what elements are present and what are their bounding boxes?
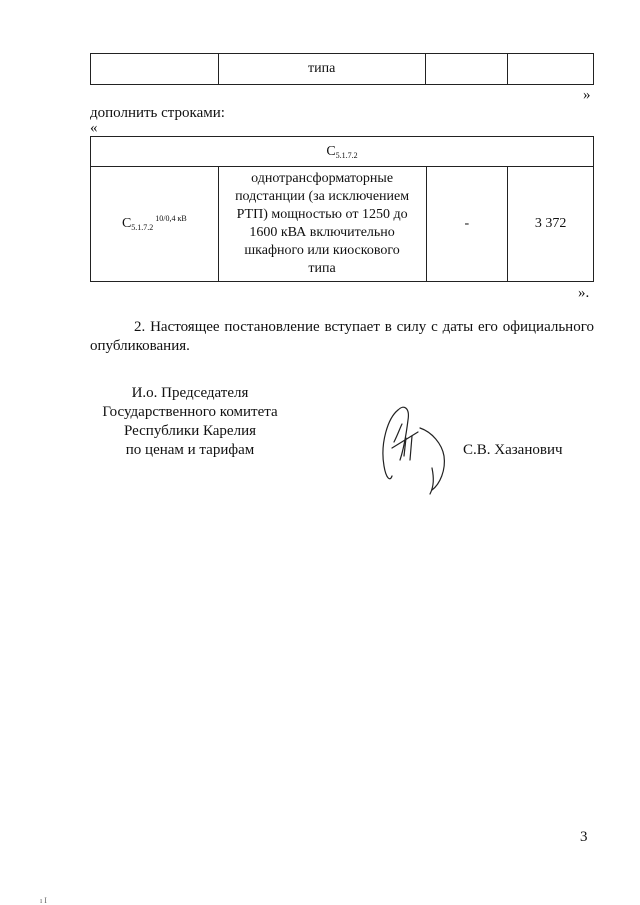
description-cell bbox=[218, 167, 426, 282]
table-cell: типа bbox=[218, 54, 425, 85]
signatory-name: С.В. Хазанович bbox=[463, 442, 563, 458]
footer-mark: ı I bbox=[40, 896, 47, 905]
title-line: Государственного комитета bbox=[102, 404, 278, 420]
main-table bbox=[90, 136, 594, 282]
description-line: РТП) мощностью от 1250 до bbox=[236, 207, 408, 222]
description-line: однотрансформаторные bbox=[251, 171, 394, 186]
paragraph-line: 2. Настоящее постановление вступает в силу с даты его официального bbox=[134, 319, 594, 335]
title-line: по ценам и тарифам bbox=[125, 442, 255, 458]
paragraph-2 bbox=[90, 318, 594, 356]
description-line: шкафного или киоскового bbox=[244, 243, 400, 258]
value-cell-2: 3 372 bbox=[508, 167, 594, 282]
description-line: 1600 кВА включительно bbox=[249, 225, 395, 240]
title-line: Республики Карелия bbox=[123, 423, 257, 439]
table-cell bbox=[91, 54, 219, 85]
description-line: типа bbox=[308, 261, 336, 276]
paragraph-line: опубликования. bbox=[90, 338, 190, 354]
value-cell-1: - bbox=[426, 167, 508, 282]
closing-quote-period: ». bbox=[578, 285, 590, 301]
header-code: С bbox=[326, 143, 336, 159]
row-code: С bbox=[121, 216, 132, 231]
table-cell bbox=[425, 54, 507, 85]
handwritten-signature bbox=[370, 398, 465, 498]
signatory-title bbox=[90, 384, 290, 460]
title-line: И.о. Председателя bbox=[131, 385, 249, 401]
header-code-subscript: 5.1.7.2 bbox=[335, 150, 358, 160]
opening-quote: « bbox=[90, 120, 98, 136]
intro-text: дополнить строками: bbox=[90, 105, 225, 121]
code-cell bbox=[91, 167, 219, 282]
table-cell bbox=[507, 54, 593, 85]
row-code-subscript: 5.1.7.2 bbox=[131, 223, 154, 232]
top-table bbox=[90, 53, 594, 85]
table-header-cell bbox=[91, 137, 594, 167]
description-line: подстанции (за исключением bbox=[235, 189, 410, 204]
table-row bbox=[91, 54, 594, 85]
table-row bbox=[91, 167, 594, 282]
closing-quote: » bbox=[583, 87, 591, 103]
page-number: 3 bbox=[580, 829, 588, 845]
table-header-row bbox=[91, 137, 594, 167]
row-code-superscript: 10/0,4 кВ bbox=[155, 214, 187, 223]
